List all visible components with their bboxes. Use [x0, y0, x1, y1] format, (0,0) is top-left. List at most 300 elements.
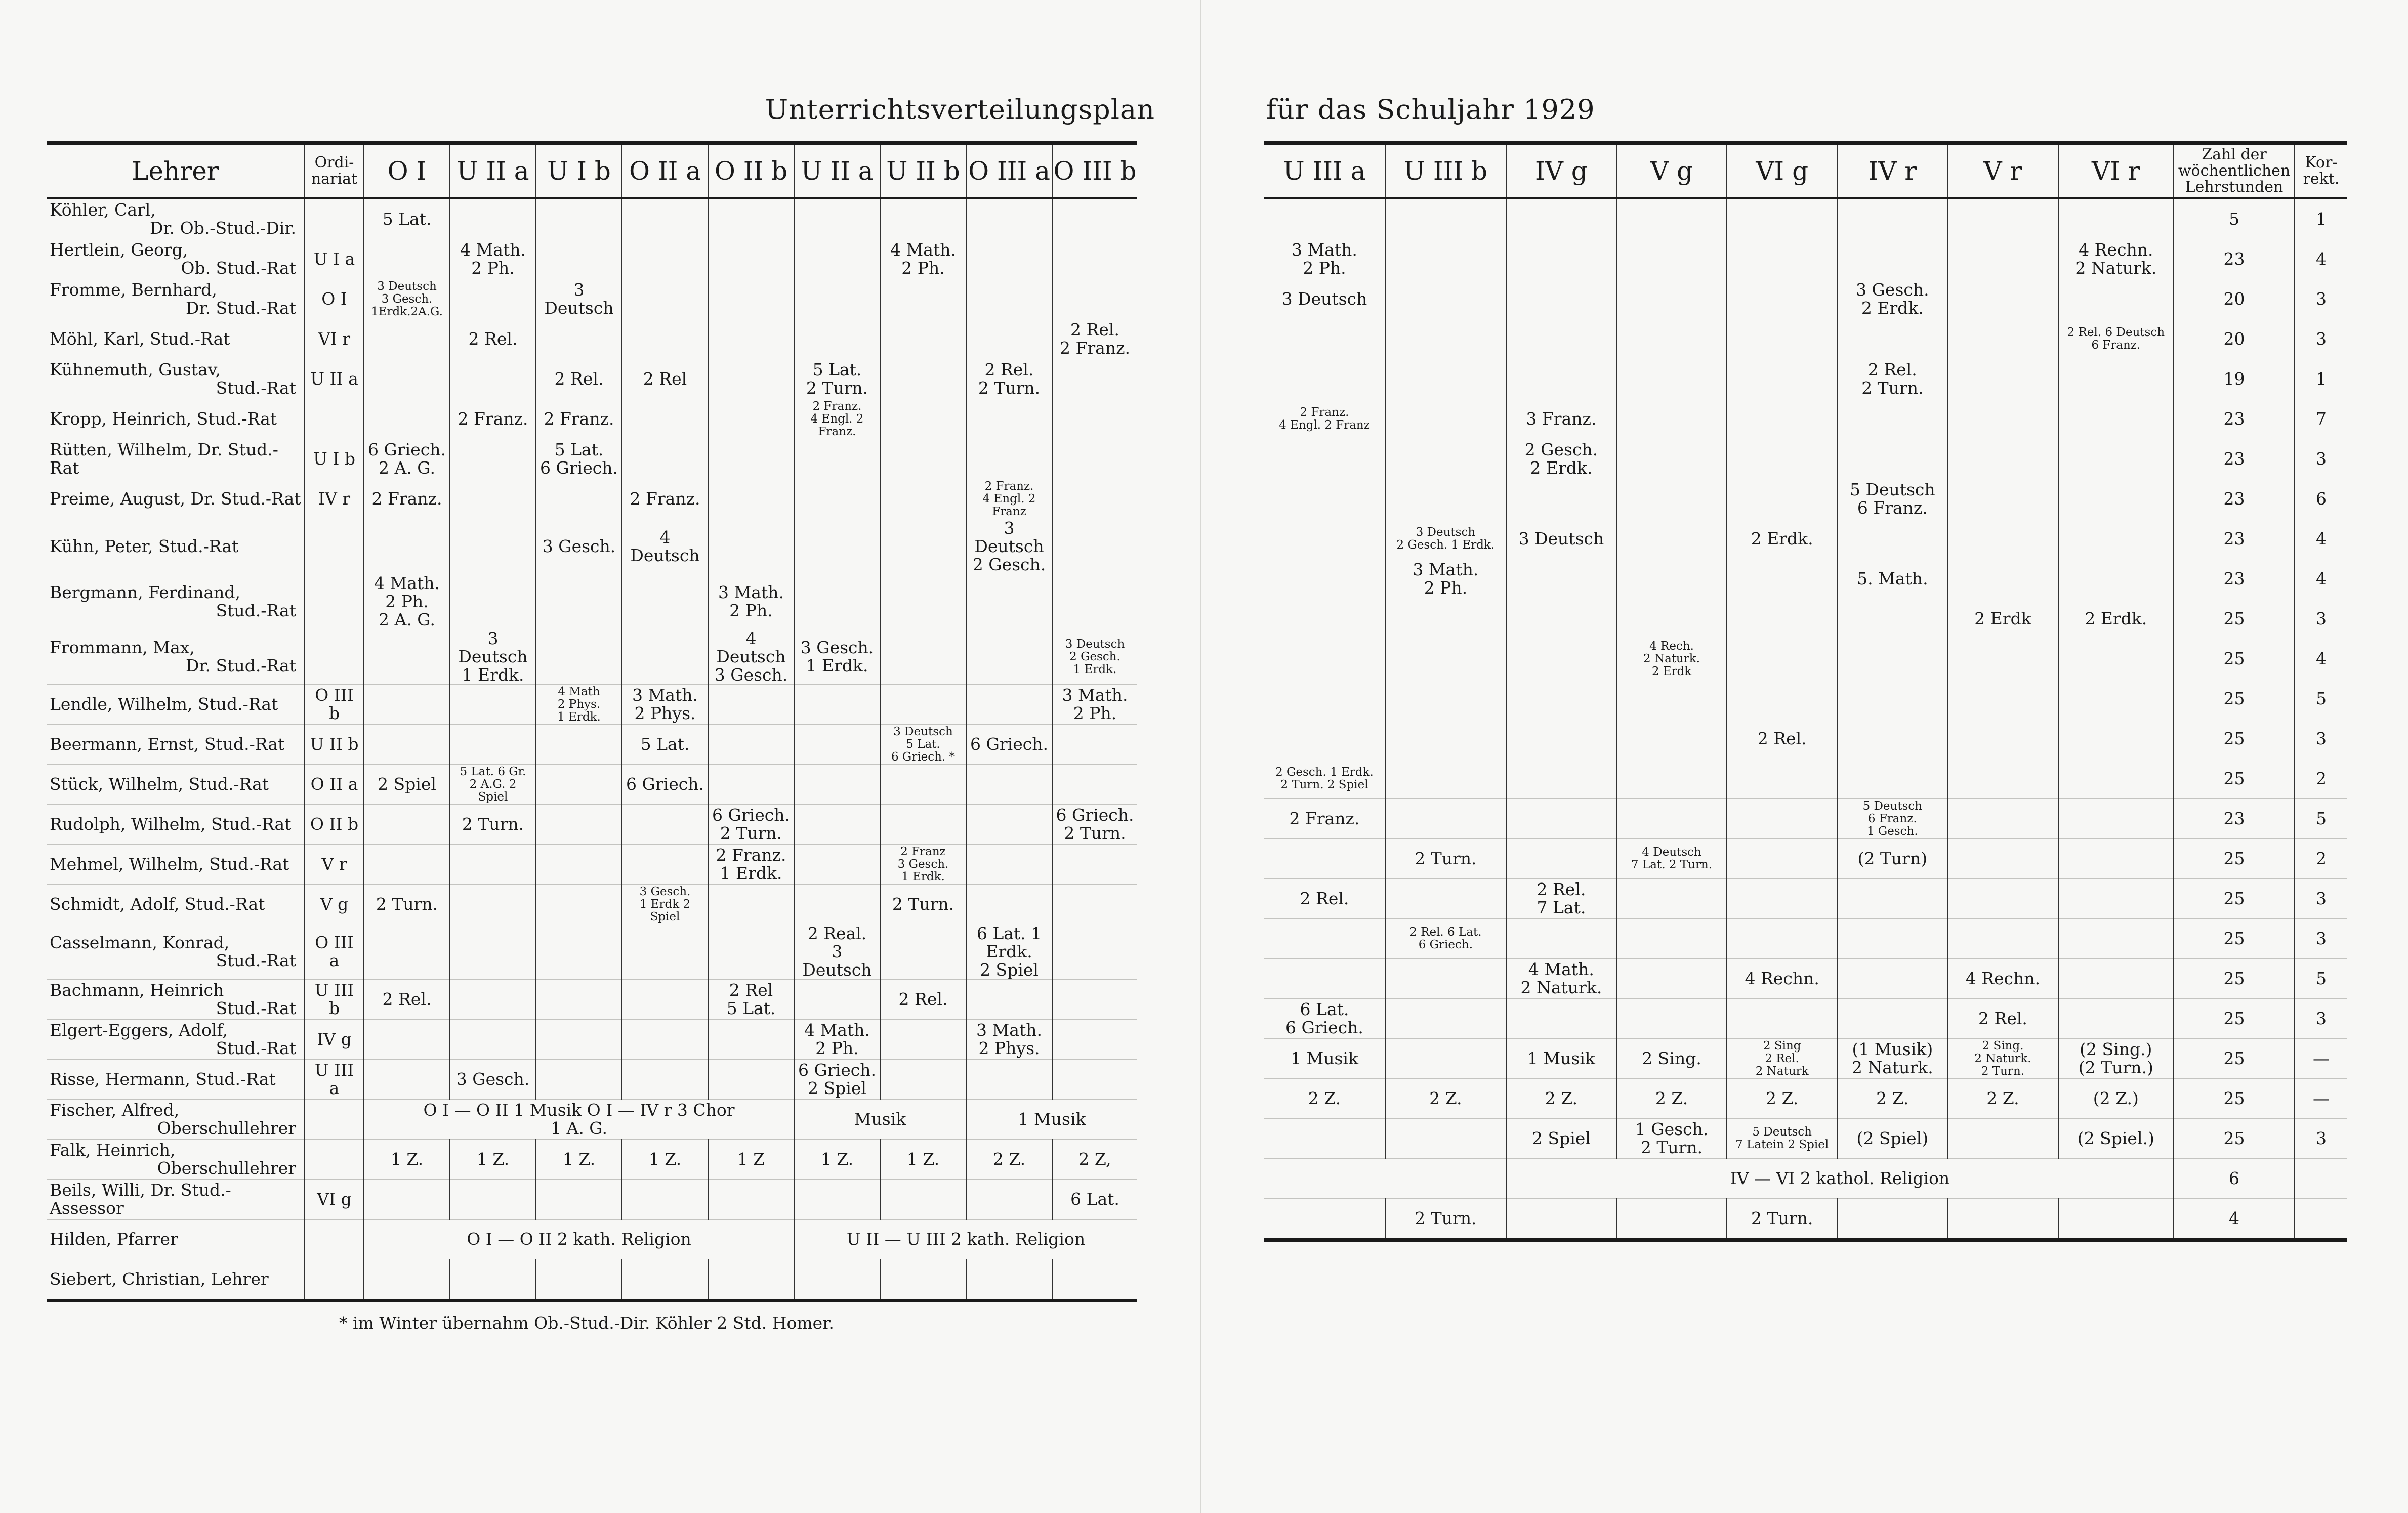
lesson-cell — [450, 885, 536, 924]
teacher-name-line1: Risse, Hermann, Stud.-Rat — [50, 1069, 276, 1089]
lesson-cell: 2 Rel. — [880, 980, 966, 1020]
column-header-2: O I — [364, 143, 450, 198]
lesson-cell — [880, 765, 966, 805]
lesson-cell — [1727, 999, 1837, 1039]
lesson-cell — [1506, 759, 1616, 799]
lesson-cell — [2058, 479, 2174, 519]
lesson-cell: 3 Deutsch 3 Gesch. 1Erdk.2A.G. — [364, 279, 450, 319]
lesson-cell: 2 Real. 3 Deutsch — [794, 924, 880, 980]
weekly-hours-cell: 23 — [2174, 239, 2295, 279]
lesson-cell: 2 Franz. 4 Engl. 2 Franz — [1264, 399, 1385, 439]
lesson-cell: 3 Deutsch — [1506, 519, 1616, 559]
lesson-cell — [1385, 639, 1506, 679]
ordinariat-cell — [305, 1259, 364, 1301]
lesson-cell — [536, 198, 622, 239]
lesson-cell — [1616, 239, 1727, 279]
column-header-4: VI g — [1727, 143, 1837, 198]
lesson-cell: 2 Rel. — [536, 359, 622, 399]
lesson-cell — [364, 845, 450, 885]
lesson-cell — [450, 845, 536, 885]
lesson-cell: 1 Z. — [880, 1140, 966, 1180]
lesson-cell — [1385, 759, 1506, 799]
lesson-cell: 2 Gesch. 1 Erdk. 2 Turn. 2 Spiel — [1264, 759, 1385, 799]
teacher-name — [47, 765, 305, 805]
lesson-cell: 6 Lat. 1 Erdk. 2 Spiel — [966, 924, 1052, 980]
lesson-cell: 2 Z, — [1052, 1140, 1137, 1180]
ordinariat-cell: O II a — [305, 765, 364, 805]
lesson-cell: 2 Rel. 2 Franz. — [1052, 319, 1137, 359]
lesson-cell — [1506, 198, 1616, 239]
lesson-cell — [880, 479, 966, 519]
lesson-cell: 3 Math. 2 Phys. — [966, 1020, 1052, 1060]
column-header-9: Kor- rekt. — [2295, 143, 2347, 198]
lesson-cell — [1052, 439, 1137, 479]
table-row — [47, 239, 1137, 279]
lesson-cell — [1727, 799, 1837, 839]
teacher-name — [47, 885, 305, 924]
lesson-cell — [966, 629, 1052, 685]
lesson-cell — [1947, 319, 2058, 359]
lesson-cell — [880, 519, 966, 574]
lesson-cell — [1837, 439, 1947, 479]
table-row — [1264, 319, 2347, 359]
lesson-cell — [2058, 879, 2174, 919]
lesson-cell — [1947, 799, 2058, 839]
corrections-cell: 1 — [2295, 198, 2347, 239]
lesson-cell — [1052, 725, 1137, 765]
lesson-cell — [966, 198, 1052, 239]
lesson-cell — [1385, 1119, 1506, 1159]
table-row — [47, 1220, 1137, 1259]
lesson-cell — [450, 980, 536, 1020]
lesson-cell — [450, 924, 536, 980]
lesson-cell — [1727, 599, 1837, 639]
table-row — [1264, 639, 2347, 679]
teacher-title-line2: Dr. Ob.-Stud.-Dir. — [150, 218, 296, 238]
lesson-cell: 2 Turn. — [1385, 1199, 1506, 1240]
corrections-cell: 3 — [2295, 919, 2347, 959]
lesson-cell: 2 Franz. — [1264, 799, 1385, 839]
lesson-cell — [536, 725, 622, 765]
corrections-cell: 3 — [2295, 999, 2347, 1039]
weekly-hours-cell: 25 — [2174, 599, 2295, 639]
lesson-cell — [880, 1180, 966, 1220]
lesson-cell: 4 Math. 2 Ph. — [794, 1020, 880, 1060]
lesson-cell — [450, 1180, 536, 1220]
lesson-cell — [794, 319, 880, 359]
teacher-name-line1: Fromme, Bernhard, — [50, 280, 217, 300]
corrections-cell: 1 — [2295, 359, 2347, 399]
weekly-hours-cell: 23 — [2174, 799, 2295, 839]
lesson-cell: 2 Rel 5 Lat. — [708, 980, 794, 1020]
lesson-cell — [1837, 759, 1947, 799]
teacher-name-line1: Beermann, Ernst, Stud.-Rat — [50, 734, 285, 754]
lesson-cell: 6 Griech. 2 Turn. — [1052, 805, 1137, 845]
lesson-cell — [622, 574, 708, 629]
lesson-cell — [622, 1180, 708, 1220]
lesson-cell — [1837, 999, 1947, 1039]
lesson-cell: 5 Lat. — [364, 198, 450, 239]
lesson-cell — [2058, 839, 2174, 879]
lesson-cell — [1264, 519, 1385, 559]
lesson-cell: (2 Turn) — [1837, 839, 1947, 879]
lesson-cell — [1727, 479, 1837, 519]
lesson-cell — [794, 239, 880, 279]
lesson-cell — [1264, 839, 1385, 879]
lesson-cell — [1264, 639, 1385, 679]
lesson-cell — [1837, 639, 1947, 679]
table-row — [47, 519, 1137, 574]
weekly-hours-cell: 25 — [2174, 1039, 2295, 1079]
teacher-name-line1: Fischer, Alfred, — [50, 1100, 180, 1120]
lesson-cell — [2058, 279, 2174, 319]
lesson-cell: 4 Math. 2 Naturk. — [1506, 959, 1616, 999]
lesson-cell — [2058, 1199, 2174, 1240]
lesson-cell — [1727, 399, 1837, 439]
lesson-cell — [880, 1020, 966, 1060]
corrections-cell: 4 — [2295, 519, 2347, 559]
table-row — [47, 885, 1137, 924]
ordinariat-cell: O II b — [305, 805, 364, 845]
teacher-name-line1: Hertlein, Georg, — [50, 240, 188, 260]
corrections-cell: 3 — [2295, 599, 2347, 639]
lesson-cell — [1837, 399, 1947, 439]
lesson-cell: 2 Erdk — [1947, 599, 2058, 639]
lesson-cell: 6 Griech. — [966, 725, 1052, 765]
lesson-cell — [708, 399, 794, 439]
lesson-cell — [1837, 239, 1947, 279]
lesson-cell: 3 Deutsch 5 Lat. 6 Griech. * — [880, 725, 966, 765]
lesson-cell — [1052, 279, 1137, 319]
lesson-cell — [1052, 924, 1137, 980]
table-row — [47, 629, 1137, 685]
table-row — [47, 479, 1137, 519]
ordinariat-cell: U II a — [305, 359, 364, 399]
lesson-cell — [1052, 574, 1137, 629]
table-row — [47, 399, 1137, 439]
column-header-5: IV r — [1837, 143, 1947, 198]
lesson-cell — [1385, 599, 1506, 639]
lesson-cell — [622, 629, 708, 685]
lesson-cell — [536, 239, 622, 279]
table-row — [47, 1259, 1137, 1301]
lesson-cell: 4 Rechn. 2 Naturk. — [2058, 239, 2174, 279]
teacher-name — [47, 399, 305, 439]
lesson-cell — [536, 845, 622, 885]
lesson-cell: 3 Franz. — [1506, 399, 1616, 439]
teacher-name — [47, 629, 305, 685]
table-row — [47, 1020, 1137, 1060]
ordinariat-cell — [305, 1140, 364, 1180]
lesson-cell — [1616, 319, 1727, 359]
table-row — [1264, 1159, 2347, 1199]
lesson-cell: 6 Griech. 2 Spiel — [794, 1060, 880, 1100]
lesson-cell — [1837, 519, 1947, 559]
lesson-cell — [794, 885, 880, 924]
teacher-name-line1: Casselmann, Konrad, — [50, 933, 230, 952]
ordinariat-cell: U III a — [305, 1060, 364, 1100]
lesson-cell — [1947, 839, 2058, 879]
table-row — [1264, 1199, 2347, 1240]
lesson-cell — [536, 1020, 622, 1060]
lesson-cell — [2058, 639, 2174, 679]
lesson-cell — [450, 1020, 536, 1060]
lesson-cell: 3 Math. 2 Ph. — [1052, 685, 1137, 725]
lesson-cell — [364, 1259, 450, 1301]
lesson-cell: 4 Deutsch 3 Gesch. — [708, 629, 794, 685]
lesson-cell — [1052, 1020, 1137, 1060]
lesson-cell — [708, 359, 794, 399]
merged-lesson-cell: Musik — [794, 1100, 966, 1140]
table-row — [47, 1140, 1137, 1180]
lesson-cell — [1385, 239, 1506, 279]
lesson-cell: 2 Gesch. 2 Erdk. — [1506, 439, 1616, 479]
lesson-cell: 5 Deutsch 6 Franz. — [1837, 479, 1947, 519]
weekly-hours-cell: 23 — [2174, 479, 2295, 519]
lesson-cell — [1264, 198, 1385, 239]
lesson-cell — [1385, 439, 1506, 479]
lesson-cell: 2 Rel. 2 Turn. — [1837, 359, 1947, 399]
lesson-cell: 3 Gesch. — [450, 1060, 536, 1100]
lesson-cell — [536, 629, 622, 685]
lesson-cell — [1264, 319, 1385, 359]
lesson-cell — [536, 765, 622, 805]
lesson-cell: 2 Franz. 4 Engl. 2 Franz — [966, 479, 1052, 519]
lesson-cell: 2 Z. — [1727, 1079, 1837, 1119]
lesson-cell — [1727, 679, 1837, 719]
lesson-cell — [1264, 1199, 1385, 1240]
lesson-cell: 3 Math. 2 Ph. — [708, 574, 794, 629]
weekly-hours-cell: 19 — [2174, 359, 2295, 399]
lesson-cell: 6 Lat. — [1052, 1180, 1137, 1220]
teacher-name — [47, 1220, 305, 1259]
lesson-cell: 3 Math. 2 Phys. — [622, 685, 708, 725]
lesson-cell — [1506, 1199, 1616, 1240]
lesson-cell — [364, 1020, 450, 1060]
teacher-name — [47, 574, 305, 629]
teacher-name — [47, 845, 305, 885]
lesson-cell — [1616, 279, 1727, 319]
teacher-name-line1: Köhler, Carl, — [50, 200, 156, 220]
column-header-7: U II a — [794, 143, 880, 198]
lesson-cell: 3 Deutsch 2 Gesch. 1 Erdk. — [1052, 629, 1137, 685]
lesson-cell — [450, 725, 536, 765]
lesson-cell — [364, 1060, 450, 1100]
teacher-name — [47, 1020, 305, 1060]
lesson-cell — [364, 685, 450, 725]
lesson-cell — [622, 845, 708, 885]
lesson-cell — [1727, 319, 1837, 359]
lesson-cell — [1947, 198, 2058, 239]
lesson-cell: 2 Rel. — [450, 319, 536, 359]
lesson-cell — [1616, 439, 1727, 479]
teacher-title-line2: Oberschullehrer — [157, 1158, 296, 1178]
lesson-cell — [1506, 719, 1616, 759]
lesson-cell — [708, 239, 794, 279]
lesson-cell — [1052, 519, 1137, 574]
lesson-cell — [1947, 879, 2058, 919]
lesson-cell — [1385, 679, 1506, 719]
lesson-cell: 1 Musik — [1264, 1039, 1385, 1079]
lesson-cell — [622, 980, 708, 1020]
teacher-name — [47, 198, 305, 239]
weekly-hours-cell: 20 — [2174, 279, 2295, 319]
lesson-cell — [364, 924, 450, 980]
corrections-cell — [2295, 1199, 2347, 1240]
lesson-cell — [1616, 519, 1727, 559]
lesson-cell — [880, 685, 966, 725]
lesson-cell — [1506, 639, 1616, 679]
weekly-hours-cell: 25 — [2174, 959, 2295, 999]
corrections-cell: 3 — [2295, 879, 2347, 919]
lesson-cell — [880, 198, 966, 239]
lesson-cell — [1947, 399, 2058, 439]
teacher-name-line1: Kühnemuth, Gustav, — [50, 360, 221, 380]
ordinariat-cell — [305, 519, 364, 574]
table-row — [1264, 879, 2347, 919]
lesson-cell — [1385, 799, 1506, 839]
lesson-cell — [1052, 479, 1137, 519]
lesson-cell — [1385, 959, 1506, 999]
teacher-name — [47, 279, 305, 319]
ordinariat-cell: U II b — [305, 725, 364, 765]
teacher-name — [47, 725, 305, 765]
lesson-cell — [622, 1259, 708, 1301]
lesson-cell — [450, 279, 536, 319]
teacher-name-line1: Möhl, Karl, Stud.-Rat — [50, 329, 230, 349]
table-row — [47, 198, 1137, 239]
corrections-cell: 5 — [2295, 799, 2347, 839]
teacher-name-line1: Beils, Willi, Dr. Stud.-Assessor — [50, 1180, 231, 1218]
lesson-cell: 4 Rech. 2 Naturk. 2 Erdk — [1616, 639, 1727, 679]
lesson-cell: 4 Rechn. — [1727, 959, 1837, 999]
table-row — [47, 1180, 1137, 1220]
ordinariat-cell: U III b — [305, 980, 364, 1020]
lesson-cell — [622, 279, 708, 319]
lesson-cell — [794, 1180, 880, 1220]
column-header-8: Zahl der wöchentlichen Lehrstunden — [2174, 143, 2295, 198]
lesson-cell — [1616, 479, 1727, 519]
lesson-cell — [1947, 239, 2058, 279]
ordinariat-cell: O III a — [305, 924, 364, 980]
column-header-1: Ordi- nariat — [305, 143, 364, 198]
lesson-cell — [364, 239, 450, 279]
lesson-cell — [1506, 999, 1616, 1039]
lesson-cell: 2 Sing. 2 Naturk. 2 Turn. — [1947, 1039, 2058, 1079]
lesson-cell — [966, 885, 1052, 924]
lesson-cell: 2 Spiel — [1506, 1119, 1616, 1159]
lesson-cell: 1 Musik — [1506, 1039, 1616, 1079]
page-title-left: Unterrichtsverteilungsplan — [765, 94, 1155, 125]
lesson-cell — [1506, 599, 1616, 639]
lesson-cell: 5. Math. — [1837, 559, 1947, 599]
table-row — [1264, 559, 2347, 599]
lesson-cell — [708, 765, 794, 805]
merged-lesson-cell: U II — U III 2 kath. Religion — [794, 1220, 1137, 1259]
lesson-cell — [1727, 879, 1837, 919]
lesson-cell: 1 Z. — [536, 1140, 622, 1180]
lesson-cell — [708, 439, 794, 479]
weekly-hours-cell: 23 — [2174, 439, 2295, 479]
teacher-name-line1: Siebert, Christian, Lehrer — [50, 1269, 269, 1289]
lesson-cell — [1052, 198, 1137, 239]
lesson-cell: 2 Franz. 4 Engl. 2 Franz. — [794, 399, 880, 439]
lesson-cell — [880, 439, 966, 479]
lesson-cell — [2058, 959, 2174, 999]
lesson-cell: 4 Math. 2 Ph. — [880, 239, 966, 279]
table-row — [1264, 198, 2347, 239]
lesson-cell — [1947, 359, 2058, 399]
teacher-name — [47, 439, 305, 479]
teacher-title-line2: Dr. Stud.-Rat — [185, 298, 296, 318]
lesson-cell — [364, 629, 450, 685]
lesson-cell: 3 Deutsch 2 Gesch. 1 Erdk. — [1385, 519, 1506, 559]
lesson-cell: 2 Spiel — [364, 765, 450, 805]
lesson-cell — [536, 980, 622, 1020]
lesson-cell — [708, 519, 794, 574]
teacher-name-line1: Kropp, Heinrich, Stud.-Rat — [50, 409, 277, 429]
merged-lesson-cell: IV — VI 2 kathol. Religion — [1506, 1159, 2174, 1199]
lesson-cell — [622, 319, 708, 359]
teacher-name-line1: Frommann, Max, — [50, 638, 195, 657]
lesson-cell — [794, 765, 880, 805]
table-row — [47, 439, 1137, 479]
lesson-cell — [1947, 759, 2058, 799]
teacher-name — [47, 479, 305, 519]
lesson-cell — [1264, 679, 1385, 719]
lesson-cell — [1616, 799, 1727, 839]
lesson-cell — [708, 924, 794, 980]
lesson-cell — [1947, 719, 2058, 759]
lesson-cell — [880, 399, 966, 439]
lesson-cell: 2 Erdk. — [2058, 599, 2174, 639]
weekly-hours-cell: 25 — [2174, 879, 2295, 919]
lesson-cell: 2 Rel. — [1264, 879, 1385, 919]
lesson-cell — [1506, 559, 1616, 599]
lesson-cell — [364, 725, 450, 765]
lesson-cell — [1727, 359, 1837, 399]
lesson-cell: 5 Lat. 6 Gr. 2 A.G. 2 Spiel — [450, 765, 536, 805]
teacher-name — [47, 805, 305, 845]
table-row — [1264, 719, 2347, 759]
lesson-cell — [1947, 279, 2058, 319]
weekly-hours-cell: 25 — [2174, 639, 2295, 679]
column-header-9: O III a — [966, 143, 1052, 198]
lesson-cell — [2058, 439, 2174, 479]
lesson-cell — [1052, 359, 1137, 399]
lesson-cell — [450, 519, 536, 574]
corrections-cell: — — [2295, 1079, 2347, 1119]
lesson-cell — [1837, 599, 1947, 639]
teacher-name — [47, 1259, 305, 1301]
lesson-cell — [708, 479, 794, 519]
merged-lesson-cell: O I — O II 1 Musik O I — IV r 3 Chor 1 A. G. — [364, 1100, 794, 1140]
weekly-hours-cell: 25 — [2174, 719, 2295, 759]
lesson-cell — [794, 439, 880, 479]
lesson-cell: 2 Erdk. — [1727, 519, 1837, 559]
lesson-cell — [2058, 399, 2174, 439]
table-row — [1264, 839, 2347, 879]
teacher-title-line2: Dr. Stud.-Rat — [185, 656, 296, 676]
table-row — [1264, 1079, 2347, 1119]
lesson-cell: 2 Franz. — [622, 479, 708, 519]
lesson-cell — [536, 885, 622, 924]
ordinariat-cell: V r — [305, 845, 364, 885]
lesson-cell — [450, 198, 536, 239]
table-row — [47, 980, 1137, 1020]
lesson-cell — [622, 805, 708, 845]
teacher-name-line1: Schmidt, Adolf, Stud.-Rat — [50, 894, 265, 914]
